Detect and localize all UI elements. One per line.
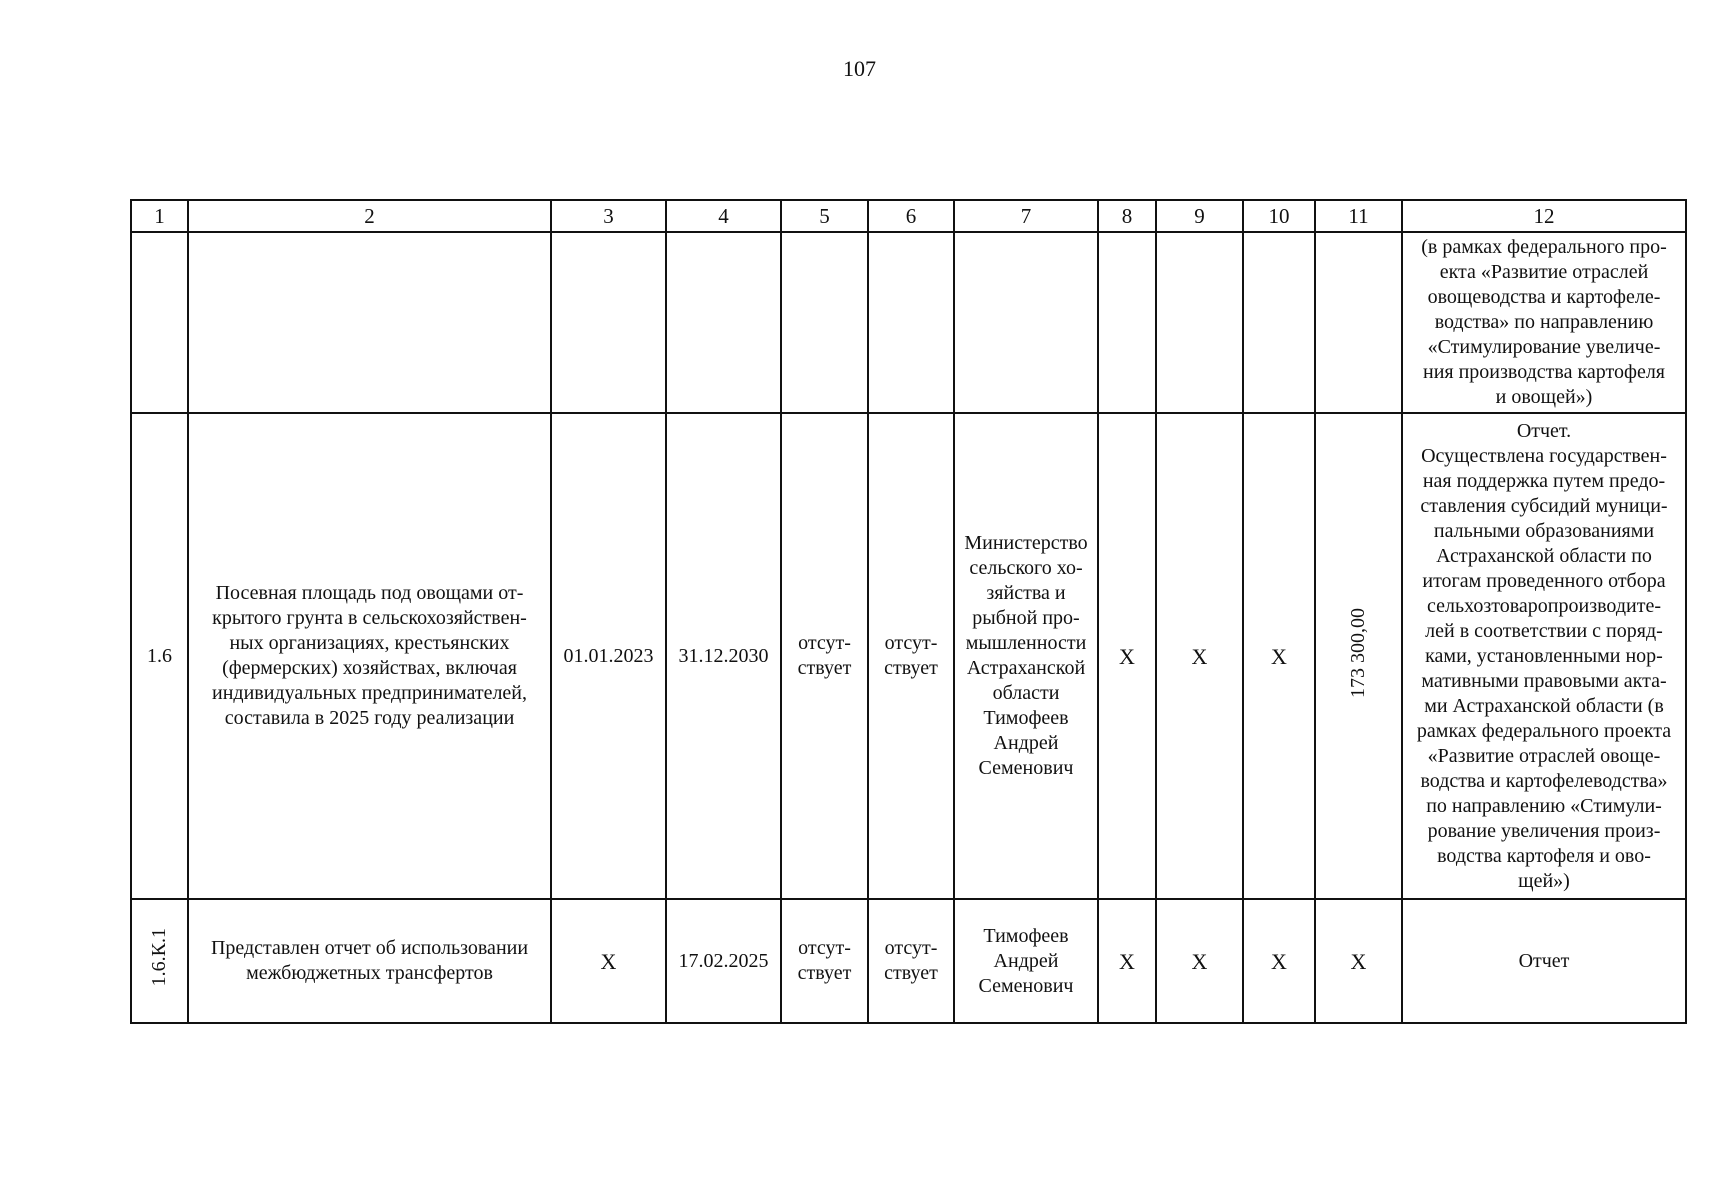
cell-col9: X: [1156, 899, 1243, 1023]
cell-description: Посевная площадь под овощами от- крытого грунта в сельскохозяйствен- ных организациях, крестьянских (фермерских) хозяйствах, включая индивидуальных предпринимателей, составила в 2025 году реализации: [188, 413, 551, 899]
cell-col9: [1156, 232, 1243, 413]
cell-col6: отсут- ствует: [868, 413, 954, 899]
column-header: 1: [131, 200, 188, 232]
cell-description: [188, 232, 551, 413]
cell-col6: отсут- ствует: [868, 899, 954, 1023]
cell-col8: [1098, 232, 1156, 413]
cell-end-date: [666, 232, 781, 413]
column-header: 3: [551, 200, 666, 232]
cell-result: (в рамках федерального про- екта «Развитие отраслей овощеводства и картофеле- водства» по направлению «Стимулирование увеличе- ния производства картофеля и овощей»): [1402, 232, 1686, 413]
column-header: 2: [188, 200, 551, 232]
table-row: [131, 232, 1686, 413]
cell-responsible: Тимофеев Андрей Семенович: [954, 899, 1098, 1023]
cell-col5: отсут- ствует: [781, 413, 868, 899]
cell-col8: X: [1098, 899, 1156, 1023]
column-header: 6: [868, 200, 954, 232]
column-header: 5: [781, 200, 868, 232]
number-vertical: 1.6.К.1: [148, 928, 170, 987]
cell-col10: X: [1243, 413, 1315, 899]
cell-col11: [1315, 232, 1402, 413]
column-header: 10: [1243, 200, 1315, 232]
column-header: 11: [1315, 200, 1402, 232]
column-header: 12: [1402, 200, 1686, 232]
cell-number: [131, 232, 188, 413]
cell-responsible: Министерство сельского хо- зяйства и рыбной про- мышленности Астраханской области Тимофеев Андрей Семенович: [954, 413, 1098, 899]
column-header: 9: [1156, 200, 1243, 232]
cell-col10: X: [1243, 899, 1315, 1023]
cell-col9: X: [1156, 413, 1243, 899]
cell-col6: [868, 232, 954, 413]
cell-number: [131, 899, 188, 1023]
column-header: 8: [1098, 200, 1156, 232]
cell-col8: X: [1098, 413, 1156, 899]
page-number: 107: [843, 56, 876, 81]
cell-col11: [1315, 413, 1402, 899]
cell-col11: X: [1315, 899, 1402, 1023]
amount-vertical: 173 300,00: [1347, 607, 1369, 698]
table-row: [131, 899, 1686, 1023]
cell-number: 1.6: [131, 413, 188, 899]
table-row: [131, 413, 1686, 899]
cell-start-date: 01.01.2023: [551, 413, 666, 899]
cell-result: Отчет. Осуществлена государствен- ная поддержка путем предо- ставления субсидий муници- пальными образованиями Астраханской области по итогам проведенного отбора сельхозтоваропроизводите- лей в соответствии с поряд- ками, установленными нор- мативными правовыми акта- ми Астраханской области (в рамках федерального проекта «Развитие отраслей овоще- водства и картофелеводства» по направлению «Стимули- рование увеличения произ- водства картофеля и ово- щей»): [1402, 413, 1686, 899]
cell-col10: [1243, 232, 1315, 413]
cell-end-date: 17.02.2025: [666, 899, 781, 1023]
cell-description: Представлен отчет об использовании межбюджетных трансфертов: [188, 899, 551, 1023]
cell-col5: [781, 232, 868, 413]
column-header: 7: [954, 200, 1098, 232]
header-row: [131, 200, 1686, 232]
cell-responsible: [954, 232, 1098, 413]
activity-table: [130, 199, 1687, 1024]
cell-result: Отчет: [1402, 899, 1686, 1023]
cell-start-date: [551, 232, 666, 413]
cell-end-date: 31.12.2030: [666, 413, 781, 899]
cell-col5: отсут- ствует: [781, 899, 868, 1023]
cell-start-date: X: [551, 899, 666, 1023]
column-header: 4: [666, 200, 781, 232]
